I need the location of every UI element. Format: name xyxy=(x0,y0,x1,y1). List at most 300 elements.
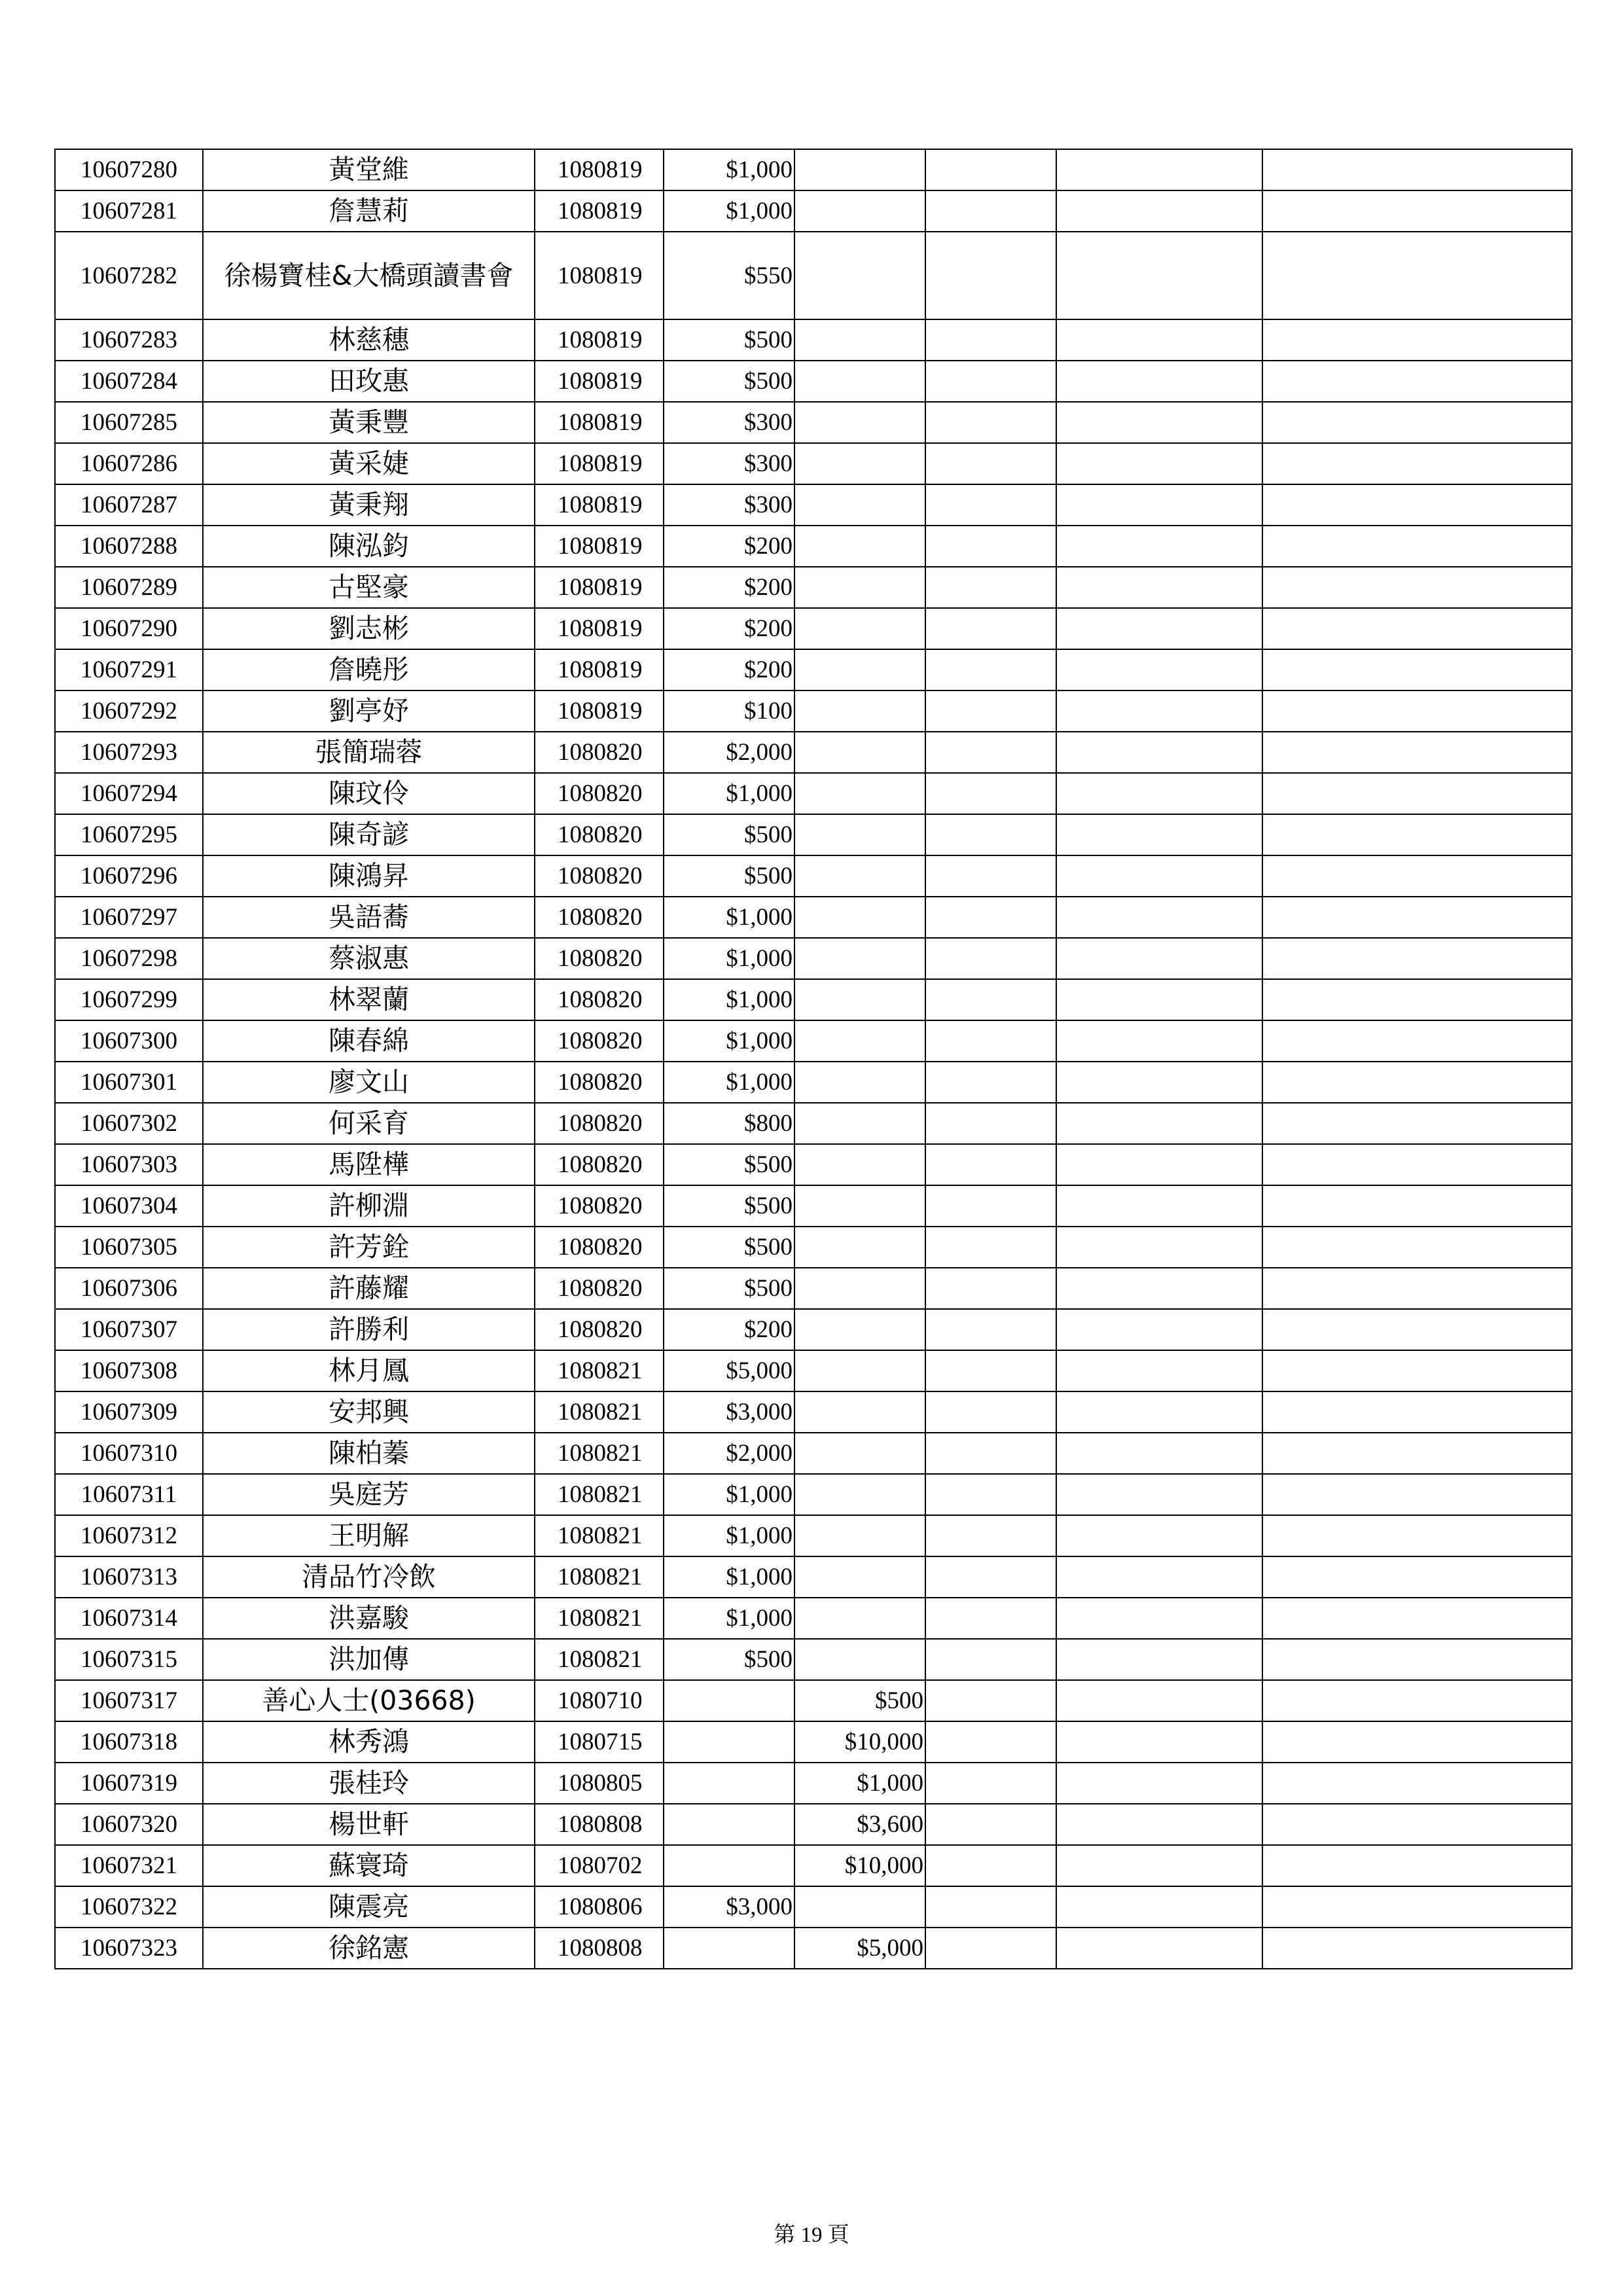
empty-cell xyxy=(1056,979,1262,1020)
amount-cell: $200 xyxy=(664,649,794,691)
donor-name-cell: 黃堂維 xyxy=(203,149,535,190)
empty-cell xyxy=(925,608,1056,649)
donation-date-cell: 1080702 xyxy=(535,1845,664,1886)
empty-cell xyxy=(1056,1020,1262,1062)
empty-cell xyxy=(925,1515,1056,1556)
receipt-number-cell: 10607322 xyxy=(55,1886,203,1928)
empty-cell xyxy=(925,402,1056,443)
empty-cell xyxy=(925,649,1056,691)
donation-date-cell: 1080821 xyxy=(535,1474,664,1515)
empty-cell xyxy=(1262,1886,1572,1928)
receipt-number-cell: 10607315 xyxy=(55,1639,203,1680)
empty-cell xyxy=(1262,1433,1572,1474)
table-row xyxy=(55,1845,1572,1886)
amount-alt-cell xyxy=(794,1350,925,1391)
donation-date-cell: 1080805 xyxy=(535,1763,664,1804)
empty-cell xyxy=(1056,1845,1262,1886)
page-number: 第 19 頁 xyxy=(774,2223,849,2247)
amount-cell: $800 xyxy=(664,1103,794,1144)
table-row xyxy=(55,608,1572,649)
receipt-number-cell: 10607321 xyxy=(55,1845,203,1886)
empty-cell xyxy=(1056,1309,1262,1350)
donor-name-cell: 清品竹冷飲 xyxy=(203,1556,535,1598)
empty-cell xyxy=(1056,1474,1262,1515)
empty-cell xyxy=(1056,1268,1262,1309)
donor-name-cell: 陳奇諺 xyxy=(203,814,535,855)
amount-cell: $3,000 xyxy=(664,1391,794,1433)
amount-alt-cell: $1,000 xyxy=(794,1763,925,1804)
empty-cell xyxy=(1262,1227,1572,1268)
table-row xyxy=(55,1144,1572,1185)
empty-cell xyxy=(1262,855,1572,897)
donor-name-cell: 劉志彬 xyxy=(203,608,535,649)
empty-cell xyxy=(1262,1020,1572,1062)
empty-cell xyxy=(925,1721,1056,1763)
donation-ledger-table xyxy=(54,149,1573,1969)
table-row xyxy=(55,1556,1572,1598)
amount-alt-cell xyxy=(794,855,925,897)
empty-cell xyxy=(925,443,1056,484)
donor-name-cell: 廖文山 xyxy=(203,1062,535,1103)
donor-name-cell: 吳語蕎 xyxy=(203,897,535,938)
donation-date-cell: 1080820 xyxy=(535,1185,664,1227)
donation-date-cell: 1080820 xyxy=(535,773,664,814)
donor-name-cell: 何采育 xyxy=(203,1103,535,1144)
donation-date-cell: 1080820 xyxy=(535,938,664,979)
table-row xyxy=(55,149,1572,190)
amount-cell: $500 xyxy=(664,855,794,897)
amount-cell: $2,000 xyxy=(664,732,794,773)
table-row xyxy=(55,1598,1572,1639)
empty-cell xyxy=(1056,567,1262,608)
amount-cell: $1,000 xyxy=(664,149,794,190)
donation-date-cell: 1080819 xyxy=(535,361,664,402)
table-row xyxy=(55,979,1572,1020)
empty-cell xyxy=(1262,1185,1572,1227)
empty-cell xyxy=(1262,1804,1572,1845)
empty-cell xyxy=(1262,773,1572,814)
empty-cell xyxy=(925,1103,1056,1144)
empty-cell xyxy=(1262,608,1572,649)
receipt-number-cell: 10607291 xyxy=(55,649,203,691)
table-row xyxy=(55,443,1572,484)
donation-date-cell: 1080808 xyxy=(535,1804,664,1845)
amount-alt-cell xyxy=(794,938,925,979)
donor-name-cell: 徐銘憲 xyxy=(203,1928,535,1969)
table-row xyxy=(55,1721,1572,1763)
donation-date-cell: 1080819 xyxy=(535,649,664,691)
empty-cell xyxy=(1262,1556,1572,1598)
receipt-number-cell: 10607287 xyxy=(55,484,203,526)
amount-cell: $200 xyxy=(664,1309,794,1350)
table-row xyxy=(55,361,1572,402)
empty-cell xyxy=(1056,649,1262,691)
receipt-number-cell: 10607317 xyxy=(55,1680,203,1721)
empty-cell xyxy=(1056,149,1262,190)
donation-date-cell: 1080821 xyxy=(535,1598,664,1639)
donor-name-cell: 楊世軒 xyxy=(203,1804,535,1845)
amount-cell: $500 xyxy=(664,319,794,361)
amount-alt-cell xyxy=(794,1268,925,1309)
table-row xyxy=(55,649,1572,691)
receipt-number-cell: 10607301 xyxy=(55,1062,203,1103)
donor-name-cell: 陳柏蓁 xyxy=(203,1433,535,1474)
donation-date-cell: 1080820 xyxy=(535,855,664,897)
amount-alt-cell xyxy=(794,361,925,402)
empty-cell xyxy=(925,1804,1056,1845)
empty-cell xyxy=(1262,897,1572,938)
empty-cell xyxy=(1056,1185,1262,1227)
amount-cell xyxy=(664,1845,794,1886)
receipt-number-cell: 10607305 xyxy=(55,1227,203,1268)
empty-cell xyxy=(925,691,1056,732)
empty-cell xyxy=(1262,1680,1572,1721)
table-row xyxy=(55,1680,1572,1721)
donation-date-cell: 1080819 xyxy=(535,526,664,567)
empty-cell xyxy=(1056,732,1262,773)
donation-date-cell: 1080819 xyxy=(535,484,664,526)
empty-cell xyxy=(925,1144,1056,1185)
amount-cell: $1,000 xyxy=(664,1556,794,1598)
amount-alt-cell xyxy=(794,402,925,443)
amount-cell: $1,000 xyxy=(664,1020,794,1062)
donor-name-cell: 林月鳳 xyxy=(203,1350,535,1391)
receipt-number-cell: 10607318 xyxy=(55,1721,203,1763)
empty-cell xyxy=(925,1350,1056,1391)
empty-cell xyxy=(1262,1474,1572,1515)
amount-alt-cell xyxy=(794,1639,925,1680)
receipt-number-cell: 10607289 xyxy=(55,567,203,608)
donation-date-cell: 1080819 xyxy=(535,567,664,608)
empty-cell xyxy=(1262,1144,1572,1185)
amount-alt-cell: $5,000 xyxy=(794,1928,925,1969)
receipt-number-cell: 10607299 xyxy=(55,979,203,1020)
amount-cell xyxy=(664,1763,794,1804)
amount-alt-cell xyxy=(794,1391,925,1433)
empty-cell xyxy=(925,1433,1056,1474)
receipt-number-cell: 10607308 xyxy=(55,1350,203,1391)
amount-cell xyxy=(664,1928,794,1969)
table-row xyxy=(55,1020,1572,1062)
amount-cell: $300 xyxy=(664,484,794,526)
donor-name-cell: 許芳銓 xyxy=(203,1227,535,1268)
receipt-number-cell: 10607312 xyxy=(55,1515,203,1556)
donation-date-cell: 1080715 xyxy=(535,1721,664,1763)
amount-cell: $3,000 xyxy=(664,1886,794,1928)
empty-cell xyxy=(1262,979,1572,1020)
donation-date-cell: 1080820 xyxy=(535,1227,664,1268)
donor-name-cell: 陳玟伶 xyxy=(203,773,535,814)
amount-cell: $1,000 xyxy=(664,897,794,938)
receipt-number-cell: 10607303 xyxy=(55,1144,203,1185)
empty-cell xyxy=(1262,649,1572,691)
empty-cell xyxy=(1056,1886,1262,1928)
donor-name-cell: 林秀鴻 xyxy=(203,1721,535,1763)
amount-cell: $1,000 xyxy=(664,1062,794,1103)
receipt-number-cell: 10607288 xyxy=(55,526,203,567)
table-row xyxy=(55,1309,1572,1350)
receipt-number-cell: 10607300 xyxy=(55,1020,203,1062)
receipt-number-cell: 10607296 xyxy=(55,855,203,897)
amount-cell: $500 xyxy=(664,1227,794,1268)
receipt-number-cell: 10607313 xyxy=(55,1556,203,1598)
empty-cell xyxy=(925,1062,1056,1103)
donation-date-cell: 1080820 xyxy=(535,732,664,773)
empty-cell xyxy=(925,1020,1056,1062)
donation-date-cell: 1080808 xyxy=(535,1928,664,1969)
receipt-number-cell: 10607320 xyxy=(55,1804,203,1845)
donor-name-cell: 林慈穗 xyxy=(203,319,535,361)
empty-cell xyxy=(925,567,1056,608)
empty-cell xyxy=(1056,855,1262,897)
amount-alt-cell xyxy=(794,1103,925,1144)
amount-alt-cell xyxy=(794,1474,925,1515)
amount-cell: $1,000 xyxy=(664,190,794,232)
amount-alt-cell xyxy=(794,319,925,361)
donor-name-cell: 王明解 xyxy=(203,1515,535,1556)
donor-name-cell: 古堅豪 xyxy=(203,567,535,608)
donation-date-cell: 1080819 xyxy=(535,232,664,319)
donation-date-cell: 1080820 xyxy=(535,897,664,938)
amount-alt-cell xyxy=(794,190,925,232)
receipt-number-cell: 10607295 xyxy=(55,814,203,855)
amount-alt-cell xyxy=(794,484,925,526)
empty-cell xyxy=(925,232,1056,319)
donor-name-cell: 蔡淑惠 xyxy=(203,938,535,979)
amount-alt-cell xyxy=(794,232,925,319)
empty-cell xyxy=(1262,1763,1572,1804)
table-row xyxy=(55,1268,1572,1309)
receipt-number-cell: 10607290 xyxy=(55,608,203,649)
amount-alt-cell xyxy=(794,567,925,608)
receipt-number-cell: 10607283 xyxy=(55,319,203,361)
amount-alt-cell xyxy=(794,649,925,691)
amount-alt-cell xyxy=(794,1309,925,1350)
table-row xyxy=(55,1350,1572,1391)
donation-date-cell: 1080819 xyxy=(535,149,664,190)
empty-cell xyxy=(1262,1928,1572,1969)
donation-date-cell: 1080821 xyxy=(535,1639,664,1680)
amount-alt-cell xyxy=(794,773,925,814)
empty-cell xyxy=(1262,149,1572,190)
amount-cell: $2,000 xyxy=(664,1433,794,1474)
donor-name-cell: 許藤耀 xyxy=(203,1268,535,1309)
empty-cell xyxy=(1056,814,1262,855)
amount-alt-cell xyxy=(794,1227,925,1268)
empty-cell xyxy=(1262,402,1572,443)
table-row xyxy=(55,319,1572,361)
amount-cell: $200 xyxy=(664,567,794,608)
table-row xyxy=(55,1391,1572,1433)
empty-cell xyxy=(1262,732,1572,773)
empty-cell xyxy=(1056,1763,1262,1804)
donor-name-cell: 詹慧莉 xyxy=(203,190,535,232)
amount-alt-cell xyxy=(794,691,925,732)
donation-date-cell: 1080820 xyxy=(535,1103,664,1144)
empty-cell xyxy=(1262,526,1572,567)
empty-cell xyxy=(1262,1639,1572,1680)
donation-date-cell: 1080821 xyxy=(535,1391,664,1433)
empty-cell xyxy=(1056,1062,1262,1103)
table-row xyxy=(55,1474,1572,1515)
empty-cell xyxy=(925,1763,1056,1804)
donation-date-cell: 1080820 xyxy=(535,979,664,1020)
empty-cell xyxy=(925,855,1056,897)
receipt-number-cell: 10607280 xyxy=(55,149,203,190)
amount-alt-cell: $10,000 xyxy=(794,1845,925,1886)
amount-alt-cell xyxy=(794,1020,925,1062)
donor-name-cell: 蘇寰琦 xyxy=(203,1845,535,1886)
donation-date-cell: 1080821 xyxy=(535,1515,664,1556)
receipt-number-cell: 10607323 xyxy=(55,1928,203,1969)
amount-cell: $550 xyxy=(664,232,794,319)
donation-date-cell: 1080821 xyxy=(535,1556,664,1598)
donor-name-cell: 洪加傳 xyxy=(203,1639,535,1680)
empty-cell xyxy=(1056,1721,1262,1763)
amount-alt-cell xyxy=(794,1598,925,1639)
donation-date-cell: 1080821 xyxy=(535,1350,664,1391)
amount-cell: $200 xyxy=(664,526,794,567)
empty-cell xyxy=(1056,773,1262,814)
donation-date-cell: 1080819 xyxy=(535,319,664,361)
amount-cell: $200 xyxy=(664,608,794,649)
empty-cell xyxy=(1056,232,1262,319)
empty-cell xyxy=(1056,897,1262,938)
empty-cell xyxy=(1056,190,1262,232)
empty-cell xyxy=(1262,691,1572,732)
empty-cell xyxy=(1056,443,1262,484)
donation-date-cell: 1080819 xyxy=(535,402,664,443)
empty-cell xyxy=(925,1474,1056,1515)
empty-cell xyxy=(1262,1515,1572,1556)
donation-date-cell: 1080819 xyxy=(535,190,664,232)
table-row xyxy=(55,190,1572,232)
empty-cell xyxy=(925,1598,1056,1639)
donor-name-cell: 洪嘉駿 xyxy=(203,1598,535,1639)
empty-cell xyxy=(1262,1350,1572,1391)
receipt-number-cell: 10607314 xyxy=(55,1598,203,1639)
receipt-number-cell: 10607310 xyxy=(55,1433,203,1474)
empty-cell xyxy=(1056,1103,1262,1144)
donor-name-cell: 黃秉翔 xyxy=(203,484,535,526)
donation-date-cell: 1080820 xyxy=(535,814,664,855)
table-row xyxy=(55,484,1572,526)
amount-cell: $1,000 xyxy=(664,979,794,1020)
donor-name-cell: 吳庭芳 xyxy=(203,1474,535,1515)
empty-cell xyxy=(925,149,1056,190)
donation-date-cell: 1080806 xyxy=(535,1886,664,1928)
empty-cell xyxy=(1056,1144,1262,1185)
empty-cell xyxy=(1056,1391,1262,1433)
empty-cell xyxy=(1056,1928,1262,1969)
empty-cell xyxy=(1262,1103,1572,1144)
empty-cell xyxy=(1056,1350,1262,1391)
empty-cell xyxy=(925,361,1056,402)
donor-name-cell: 許柳淵 xyxy=(203,1185,535,1227)
amount-cell: $5,000 xyxy=(664,1350,794,1391)
donor-name-cell: 馬陞樺 xyxy=(203,1144,535,1185)
donation-date-cell: 1080820 xyxy=(535,1268,664,1309)
receipt-number-cell: 10607298 xyxy=(55,938,203,979)
table-row xyxy=(55,897,1572,938)
empty-cell xyxy=(1262,319,1572,361)
donor-name-cell: 徐楊寶桂&大橋頭讀書會 xyxy=(203,232,535,319)
amount-cell: $500 xyxy=(664,361,794,402)
table-row xyxy=(55,938,1572,979)
table-row xyxy=(55,814,1572,855)
receipt-number-cell: 10607282 xyxy=(55,232,203,319)
empty-cell xyxy=(1262,1721,1572,1763)
donation-date-cell: 1080820 xyxy=(535,1144,664,1185)
empty-cell xyxy=(1262,232,1572,319)
empty-cell xyxy=(925,190,1056,232)
amount-cell: $500 xyxy=(664,1185,794,1227)
amount-cell: $500 xyxy=(664,1268,794,1309)
amount-cell xyxy=(664,1680,794,1721)
amount-alt-cell xyxy=(794,608,925,649)
amount-cell: $300 xyxy=(664,443,794,484)
amount-alt-cell xyxy=(794,979,925,1020)
table-row xyxy=(55,1763,1572,1804)
empty-cell xyxy=(1056,526,1262,567)
table-row xyxy=(55,1928,1572,1969)
empty-cell xyxy=(1262,567,1572,608)
amount-alt-cell: $10,000 xyxy=(794,1721,925,1763)
table-row xyxy=(55,232,1572,319)
receipt-number-cell: 10607285 xyxy=(55,402,203,443)
donation-date-cell: 1080821 xyxy=(535,1433,664,1474)
donor-name-cell: 張簡瑞蓉 xyxy=(203,732,535,773)
table-row xyxy=(55,526,1572,567)
donor-name-cell: 劉亭妤 xyxy=(203,691,535,732)
empty-cell xyxy=(925,938,1056,979)
donor-name-cell: 陳春綿 xyxy=(203,1020,535,1062)
empty-cell xyxy=(925,319,1056,361)
empty-cell xyxy=(1056,484,1262,526)
table-row xyxy=(55,1886,1572,1928)
empty-cell xyxy=(1262,814,1572,855)
receipt-number-cell: 10607302 xyxy=(55,1103,203,1144)
empty-cell xyxy=(1056,319,1262,361)
empty-cell xyxy=(1056,938,1262,979)
amount-alt-cell xyxy=(794,443,925,484)
table-row xyxy=(55,1515,1572,1556)
empty-cell xyxy=(925,1886,1056,1928)
donor-name-cell: 詹曉彤 xyxy=(203,649,535,691)
receipt-number-cell: 10607309 xyxy=(55,1391,203,1433)
donor-name-cell: 許勝利 xyxy=(203,1309,535,1350)
receipt-number-cell: 10607311 xyxy=(55,1474,203,1515)
empty-cell xyxy=(1262,190,1572,232)
receipt-number-cell: 10607292 xyxy=(55,691,203,732)
amount-cell xyxy=(664,1721,794,1763)
empty-cell xyxy=(1056,1227,1262,1268)
amount-alt-cell xyxy=(794,1556,925,1598)
receipt-number-cell: 10607286 xyxy=(55,443,203,484)
table-row xyxy=(55,1103,1572,1144)
amount-alt-cell xyxy=(794,1062,925,1103)
donor-name-cell: 陳震亮 xyxy=(203,1886,535,1928)
table-row xyxy=(55,402,1572,443)
amount-cell: $300 xyxy=(664,402,794,443)
empty-cell xyxy=(925,814,1056,855)
donation-date-cell: 1080819 xyxy=(535,691,664,732)
amount-alt-cell xyxy=(794,814,925,855)
table-row xyxy=(55,773,1572,814)
amount-cell: $1,000 xyxy=(664,773,794,814)
table-row xyxy=(55,691,1572,732)
amount-alt-cell xyxy=(794,1144,925,1185)
